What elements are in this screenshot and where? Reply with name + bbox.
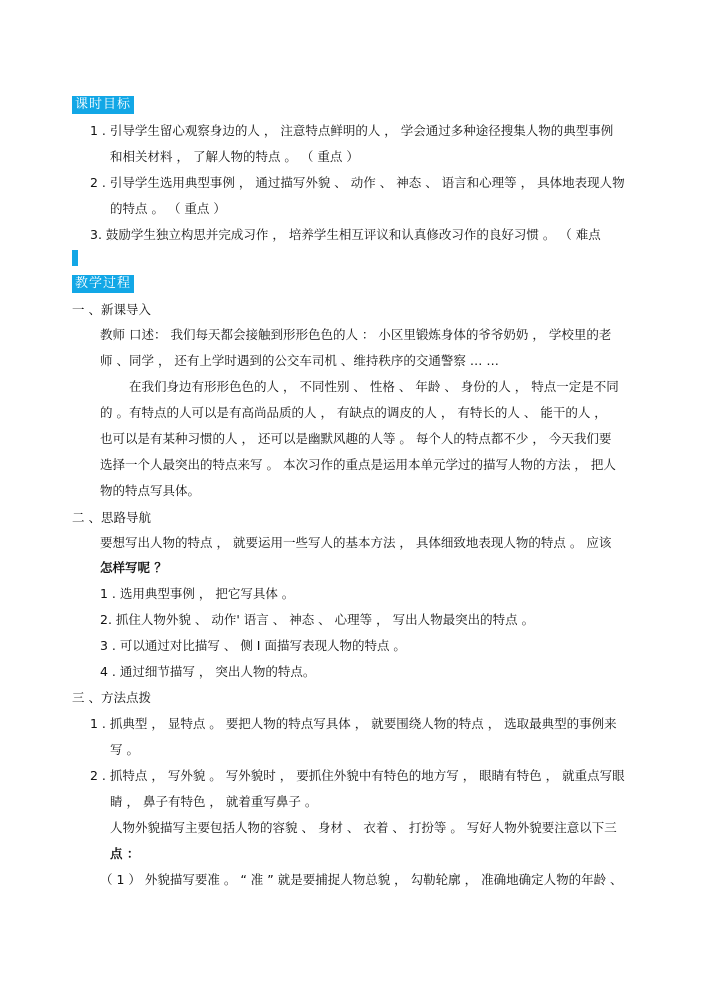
intro-line-3: 在我们身边有形形色色的人 ， 不同性别 、 性格 、 年龄 、 身份的人 ， 特点一定是不同 <box>129 379 619 394</box>
method-2-line-1: 2 . 抓特点 ， 写外貌 。 写外貌时 ， 要抓住外貌中有特色的地方写 ， 眼睛有特色 ， 就重点写眼 <box>90 768 625 783</box>
intro-line-6: 选择一个人最突出的特点来写 。 本次习作的重点是运用本单元学过的描写人物的方法 ， 把人 <box>100 457 616 472</box>
intro-line-5: 也可以是有某种习惯的人 ， 还可以是幽默风趣的人等 。 每个人的特点都不少 ， 今天我们要 <box>100 431 612 446</box>
guide-item-3: 3 . 可以通过对比描写 、 侧 I 面描写表现人物的特点 。 <box>100 638 406 653</box>
methods-sub-1: （ 1 ） 外貌描写要准 。 “ 准 ” 就是要捕捉人物总貌 ， 勾勒轮廓 ， 准确地确定人物的年龄 、 <box>100 872 623 887</box>
goal-3-line-1: 3. 鼓励学生独立构思并完成习作 ， 培养学生相互评议和认真修改习作的良好习惯 。 （ 难点 <box>90 227 601 242</box>
methods-title: 三 、方法点拨 <box>72 690 151 705</box>
method-1-line-1: 1 . 抓典型 ， 显特点 。 要把人物的特点写具体 ， 就要围绕人物的特点 ， 选取最典型的事例来 <box>90 716 617 731</box>
methods-para-line-2: 点 ： <box>110 846 140 861</box>
guide-line-2: 怎样写呢 ？ <box>100 560 167 575</box>
method-1-line-2: 写 。 <box>110 742 139 757</box>
guide-item-1: 1 . 选用典型事例 ， 把它写具体 。 <box>100 586 295 601</box>
intro-title: 一 、新课导入 <box>72 302 151 317</box>
section-heading-goals: 课时目标 <box>72 96 134 114</box>
intro-line-2: 师 、同学 ， 还有上学时遇到的公交车司机 、维持秩序的交通警察 … … <box>100 353 499 368</box>
intro-line-1: 教师 口述： 我们每天都会接触到形形色色的人 ： 小区里锻炼身体的爷爷奶奶 ， 学校里的老 <box>100 327 612 342</box>
section-marker <box>72 250 78 266</box>
goal-1-line-2: 和相关材料 ， 了解人物的特点 。 （ 重点 ） <box>110 149 359 164</box>
intro-line-7: 物的特点写具体。 <box>100 483 201 498</box>
goal-2-line-2: 的特点 。 （ 重点 ） <box>110 201 226 216</box>
guide-title: 二 、思路导航 <box>72 510 151 525</box>
guide-item-4: 4 . 通过细节描写 ， 突出人物的特点。 <box>100 664 316 679</box>
goal-2-line-1: 2 . 引导学生选用典型事例 ， 通过描写外貌 、 动作 、 神态 、 语言和心理等 ， 具体地表现人物 <box>90 175 625 190</box>
section-heading-process: 教学过程 <box>72 275 134 293</box>
guide-item-2: 2. 抓住人物外貌 、 动作' 语言 、 神态 、 心理等 ， 写出人物最突出的特点 。 <box>100 612 535 627</box>
goal-1-line-1: 1 . 引导学生留心观察身边的人 ， 注意特点鲜明的人 ， 学会通过多种途径搜集人物的典型事例 <box>90 123 614 138</box>
intro-line-4: 的 。有特点的人可以是有高尚品质的人 ， 有缺点的调皮的人 ， 有特长的人 、 能干的人 ， <box>100 405 607 420</box>
method-2-line-2: 睛 ， 鼻子有特色 ， 就着重写鼻子 。 <box>110 794 318 809</box>
methods-para-line-1: 人物外貌描写主要包括人物的容貌 、 身材 、 衣着 、 打扮等 。 写好人物外貌要注意以下三 <box>110 820 617 835</box>
guide-line-1: 要想写出人物的特点 ， 就要运用一些写人的基本方法 ， 具体细致地表现人物的特点 。 应该 <box>100 535 612 550</box>
